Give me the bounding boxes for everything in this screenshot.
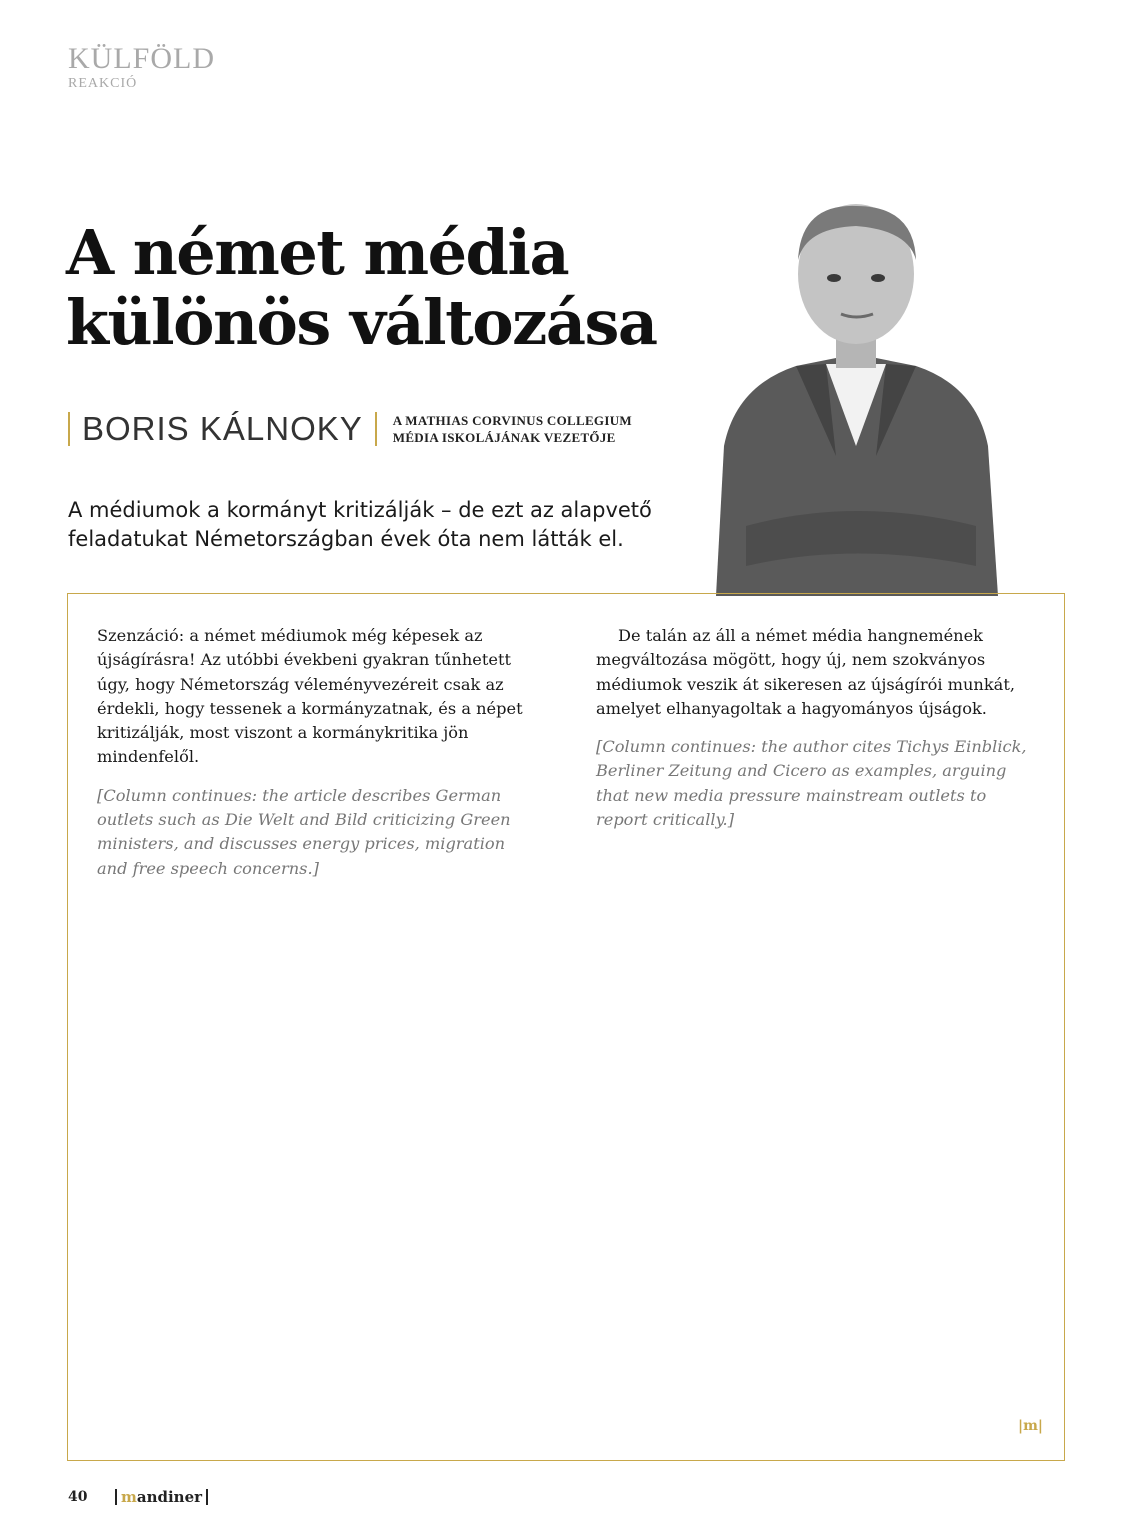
author-portrait — [676, 196, 1038, 596]
column-1-excerpt: Szenzáció: a német médiumok még képesek az újságírásra! Az utóbbi évekbeni gyakran tűnhetett úgy, hogy Németország véleményvezéreit csak az érdekli, hogy tessenek a kormányzatnak, és a népet kritizálják, most viszont a kormánykritika jön mindenfelől. — [97, 626, 523, 767]
brand-logo-rest: andiner — [136, 1488, 203, 1506]
author-role-line-1: A MATHIAS CORVINUS COLLEGIUM — [392, 413, 632, 428]
article-column-2 — [596, 624, 1042, 832]
article-column-1 — [97, 624, 537, 881]
lead-line-1: A médiumok a kormányt kritizálják – de ezt az alapvető — [68, 498, 652, 522]
column-1-summary: [Column continues: the article describes German outlets such as Die Welt and Bild criticizing Green ministers, and discusses energy prices, migration and free speech concerns.] — [97, 785, 511, 878]
column-2-summary: [Column continues: the author cites Tichys Einblick, Berliner Zeitung and Cicero as examples, arguing that new media pressure mainstream outlets to report critically.] — [596, 737, 1027, 830]
byline — [68, 410, 632, 448]
section-kicker: KÜLFÖLD — [68, 42, 215, 75]
byline-bar-right — [375, 412, 377, 446]
brand-sep-left — [115, 1489, 117, 1505]
author-role-line-2: MÉDIA ISKOLÁJÁNAK VEZETŐJE — [392, 430, 616, 445]
section-subkicker: REAKCIÓ — [68, 76, 138, 91]
brand-logo-m: m — [120, 1488, 137, 1506]
lead-line-2: feladatukat Németországban évek óta nem látták el. — [68, 527, 624, 551]
author-name: BORIS KÁLNOKY — [82, 410, 363, 447]
headline-line-2: különös változása — [66, 286, 657, 359]
column-2-excerpt: De talán az áll a német média hangnemének megváltozása mögött, hogy új, nem szokványos médiumok veszik át sikeresen az újságírói munkát, amelyet elhanyagoltak a hagyományos újságok. — [596, 626, 1015, 718]
page-number: 40 — [68, 1489, 88, 1505]
article-headline — [66, 218, 686, 358]
page-footer — [68, 1488, 212, 1506]
section-header — [68, 44, 215, 92]
end-mark-icon: |m| — [1018, 1418, 1044, 1434]
brand-sep-right — [206, 1489, 208, 1505]
author-role — [393, 412, 632, 446]
brand-logo — [111, 1488, 211, 1506]
headline-line-1: A német média — [66, 216, 569, 289]
article-lead — [68, 496, 658, 554]
